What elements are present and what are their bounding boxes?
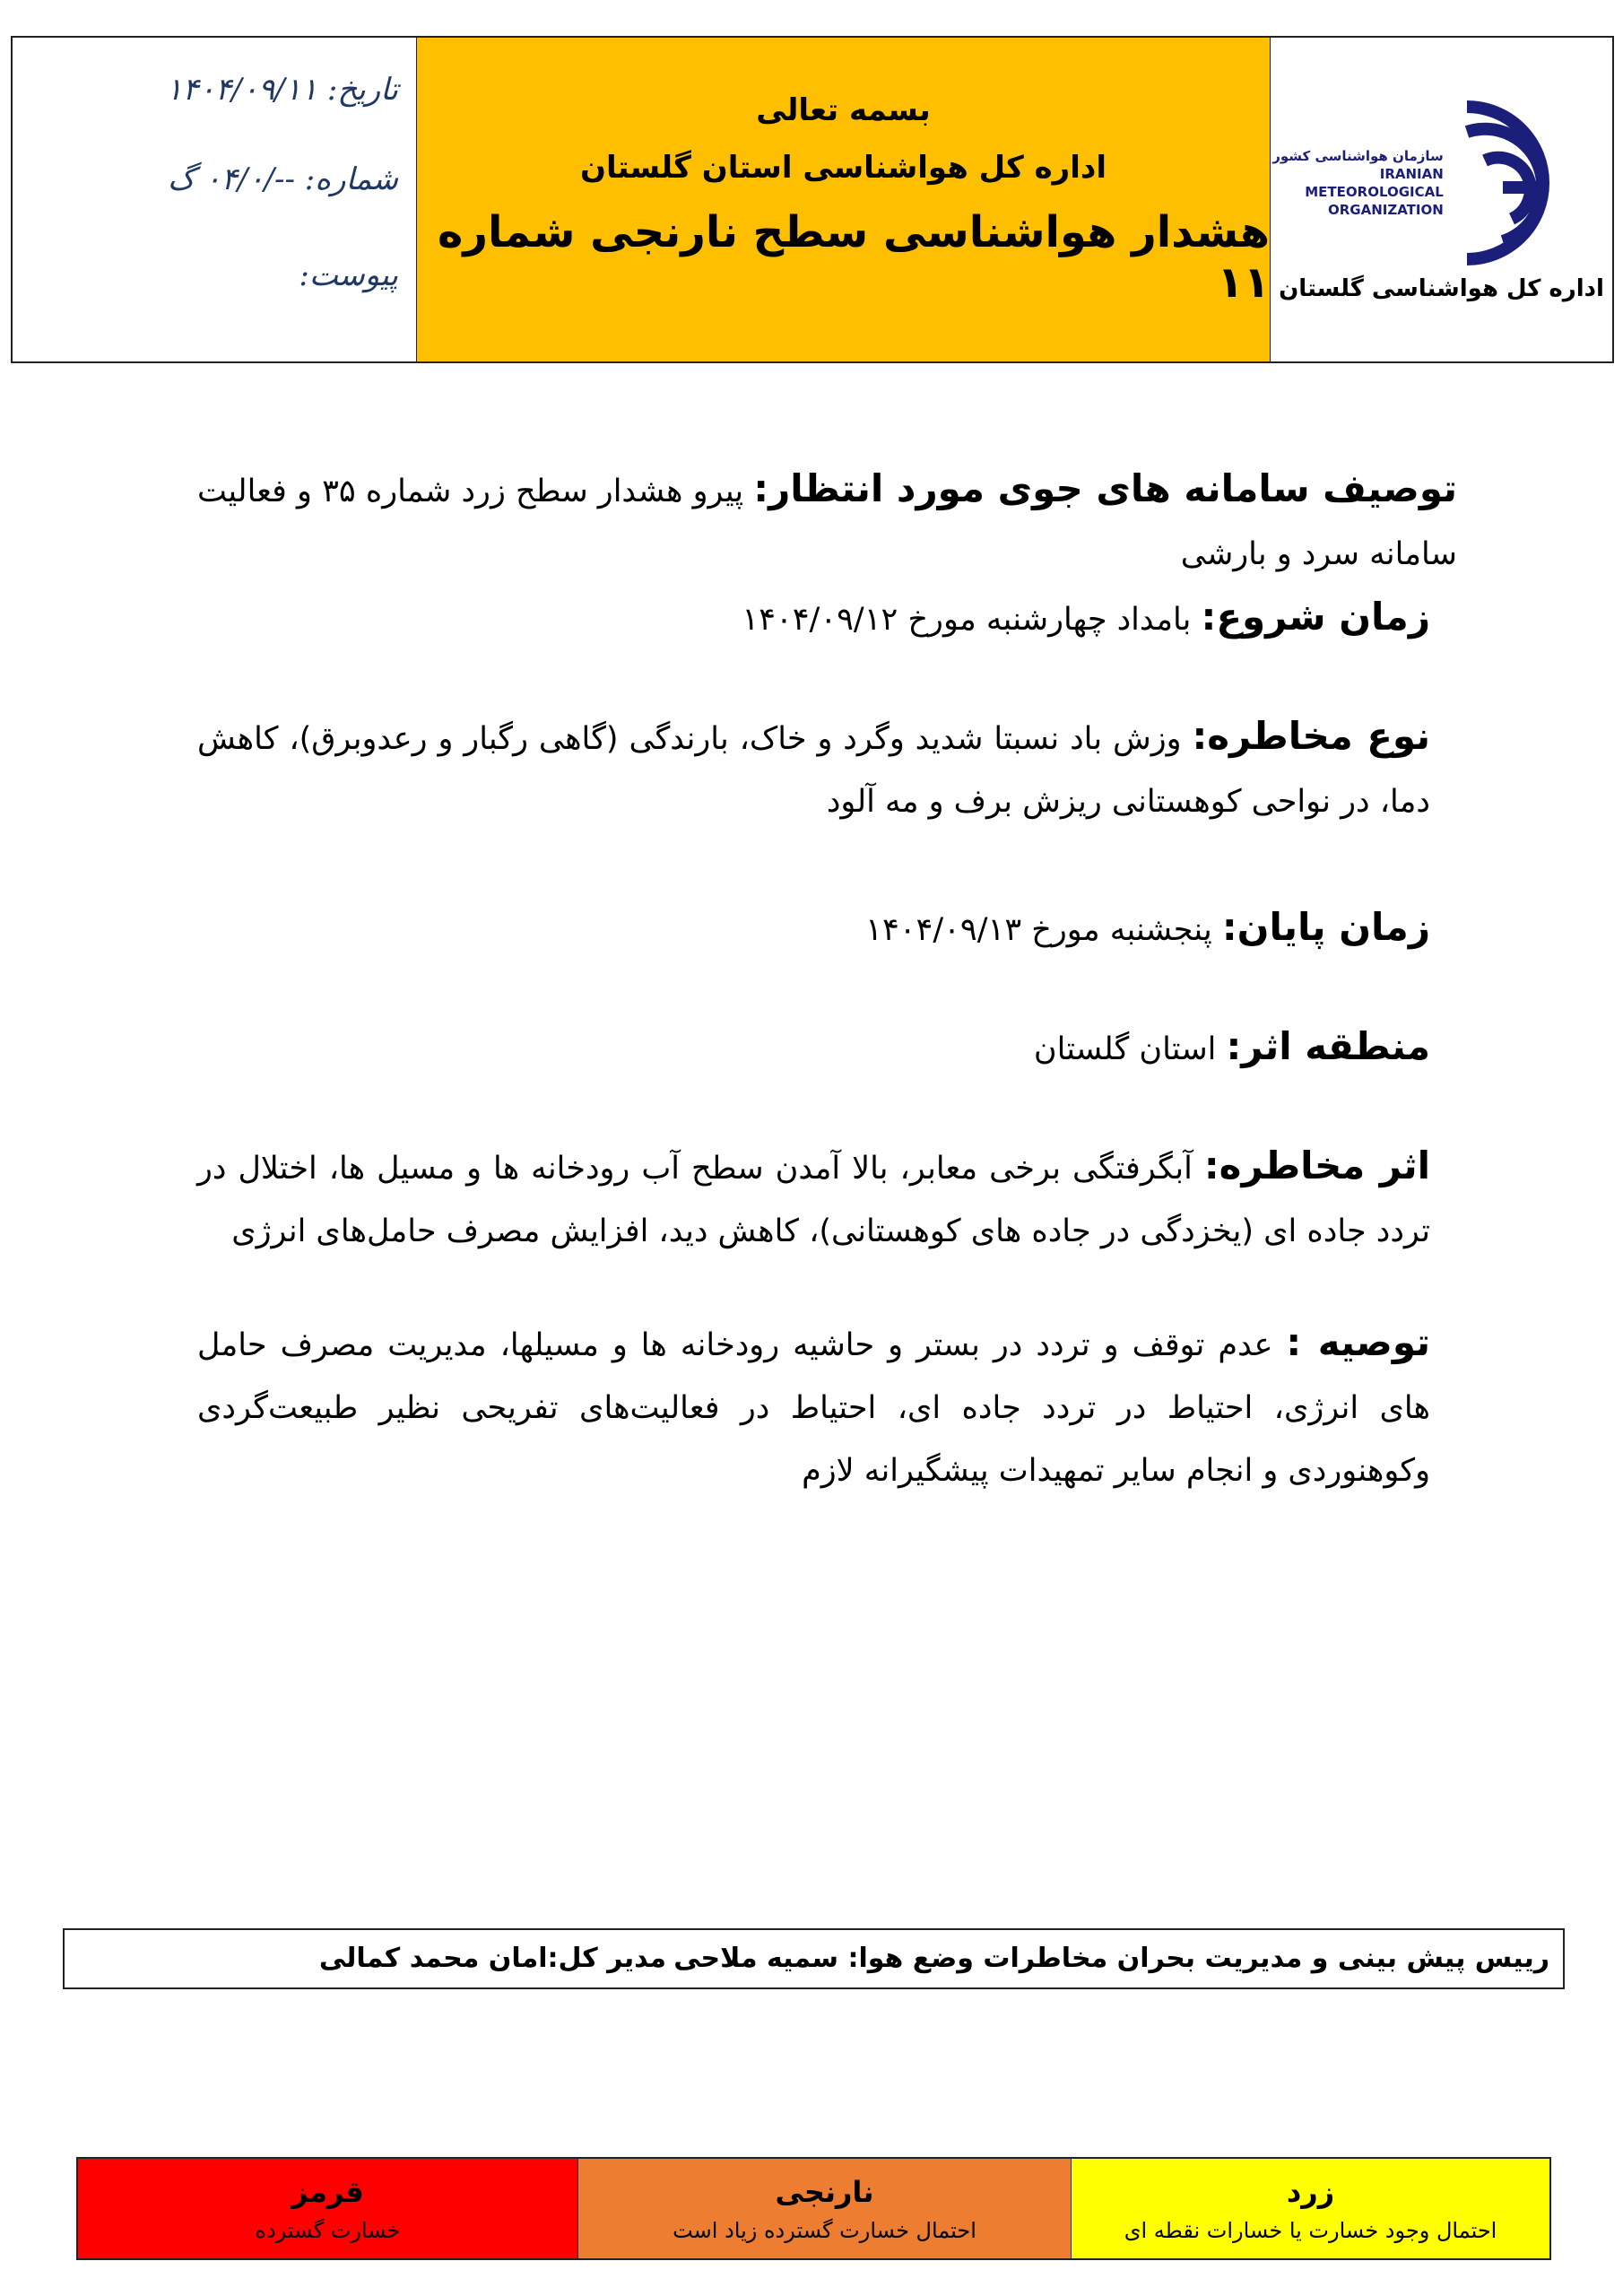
hazard-section [197,705,1457,833]
effect-text: آبگرفتگی برخی معابر، بالا آمدن سطح آب رودخانه ها و مسیل ها، اختلال در تردد جاده ای (یخزدگی در جاده های کوهستانی)، کاهش دید، افزایش مصرف حامل‌های انرژی [197,1151,1430,1249]
meteorological-logo-icon [1449,98,1610,268]
logo-text [1272,147,1444,219]
area-label: منطقه اثر: [1226,1024,1430,1068]
legend-yellow-title: زرد [1286,2174,1335,2209]
start-text: بامداد چهارشنبه مورخ ۱۴۰۴/۰۹/۱۲ [742,602,1202,638]
effect-section [197,1135,1457,1263]
warning-title: هشدار هواشناسی سطح نارنجی شماره ۱۱ [438,206,1270,308]
legend-red [78,2159,577,2258]
logo-text-en-1: IRANIAN [1379,165,1444,182]
advice-text: عدم توقف و تردد در بستر و حاشیه رودخانه ها و مسیلها، مدیریت مصرف حامل های انرژی، احتیاط در تردد جاده ای، احتیاط در فعالیت‌های تفریحی نظیر طبیعت‌گردی وکوهنوردی و انجام سایر تمهیدات پیشگیرانه لازم [197,1327,1430,1489]
area-section [197,1015,1457,1081]
logo-block [1271,38,1612,361]
legend-red-title: قرمز [291,2174,364,2209]
legend-red-desc: خسارت گسترده [255,2217,401,2243]
end-label: زمان پایان: [1221,905,1430,949]
start-label: زمان شروع: [1201,595,1430,639]
signature-box [63,1928,1565,1989]
attachment-field [299,257,398,293]
number-label: شماره: [304,161,398,197]
legend-yellow-desc: احتمال وجود خسارت یا خسارات نقطه ای [1124,2217,1497,2243]
number-value: --/۰۴/۰ گ [168,161,295,197]
effect-label: اثر مخاطره: [1203,1144,1430,1187]
forecast-head-signature: رییس پیش بینی و مدیریت بحران مخاطرات وضع هوا: سمیه ملاحی [673,1943,1549,1974]
bismillah: بسمه تعالی [756,91,931,128]
logo-text-en-2: METEOROLOGICAL [1305,183,1444,200]
legend-orange-desc: احتمال خسارت گسترده زیاد است [673,2217,976,2243]
date-value: ۱۴۰۴/۰۹/۱۱ [166,72,318,108]
end-text: پنجشنبه مورخ ۱۴۰۴/۰۹/۱۳ [865,912,1222,948]
area-text: استان گلستان [1033,1031,1227,1067]
hazard-text: وزش باد نسبتا شدید وگرد و خاک، بارندگی (گاهی رگبار و رعدوبرق)، کاهش دما، در نواحی کوهستانی ریزش برف و مه آلود [197,721,1430,820]
letter-meta [13,38,417,361]
logo-text-en-3: ORGANIZATION [1328,201,1444,218]
warning-body [197,457,1457,1502]
legend-orange [577,2159,1071,2258]
date-label: تاریخ: [326,72,398,108]
legend-yellow [1071,2159,1549,2258]
letter-header [11,36,1614,363]
end-section [197,896,1457,961]
legend-orange-title: نارنجی [775,2174,874,2209]
warning-level-legend [76,2157,1551,2260]
director-signature: مدیر کل:امان محمد کمالی [318,1943,666,1974]
organization-name: اداره کل هواشناسی استان گلستان [580,149,1107,186]
systems-text: پیرو هشدار سطح زرد شماره ۳۵ و فعالیت سامانه سرد و بارشی [197,474,1457,572]
number-field [168,161,398,197]
header-title-block [417,38,1271,361]
hazard-label: نوع مخاطره: [1192,714,1430,758]
systems-label: توصیف سامانه های جوی مورد انتظار: [753,466,1457,510]
logo-text-fa: سازمان هواشناسی کشور [1272,147,1444,164]
logo-caption: اداره کل هواشناسی گلستان [1279,274,1604,302]
logo [1272,98,1610,268]
attachment-label: پیوست: [299,257,398,293]
advice-section [197,1311,1457,1502]
date-field [166,72,398,108]
start-section [197,586,1457,651]
advice-label: توصیه : [1286,1320,1430,1364]
systems-section [197,457,1457,586]
